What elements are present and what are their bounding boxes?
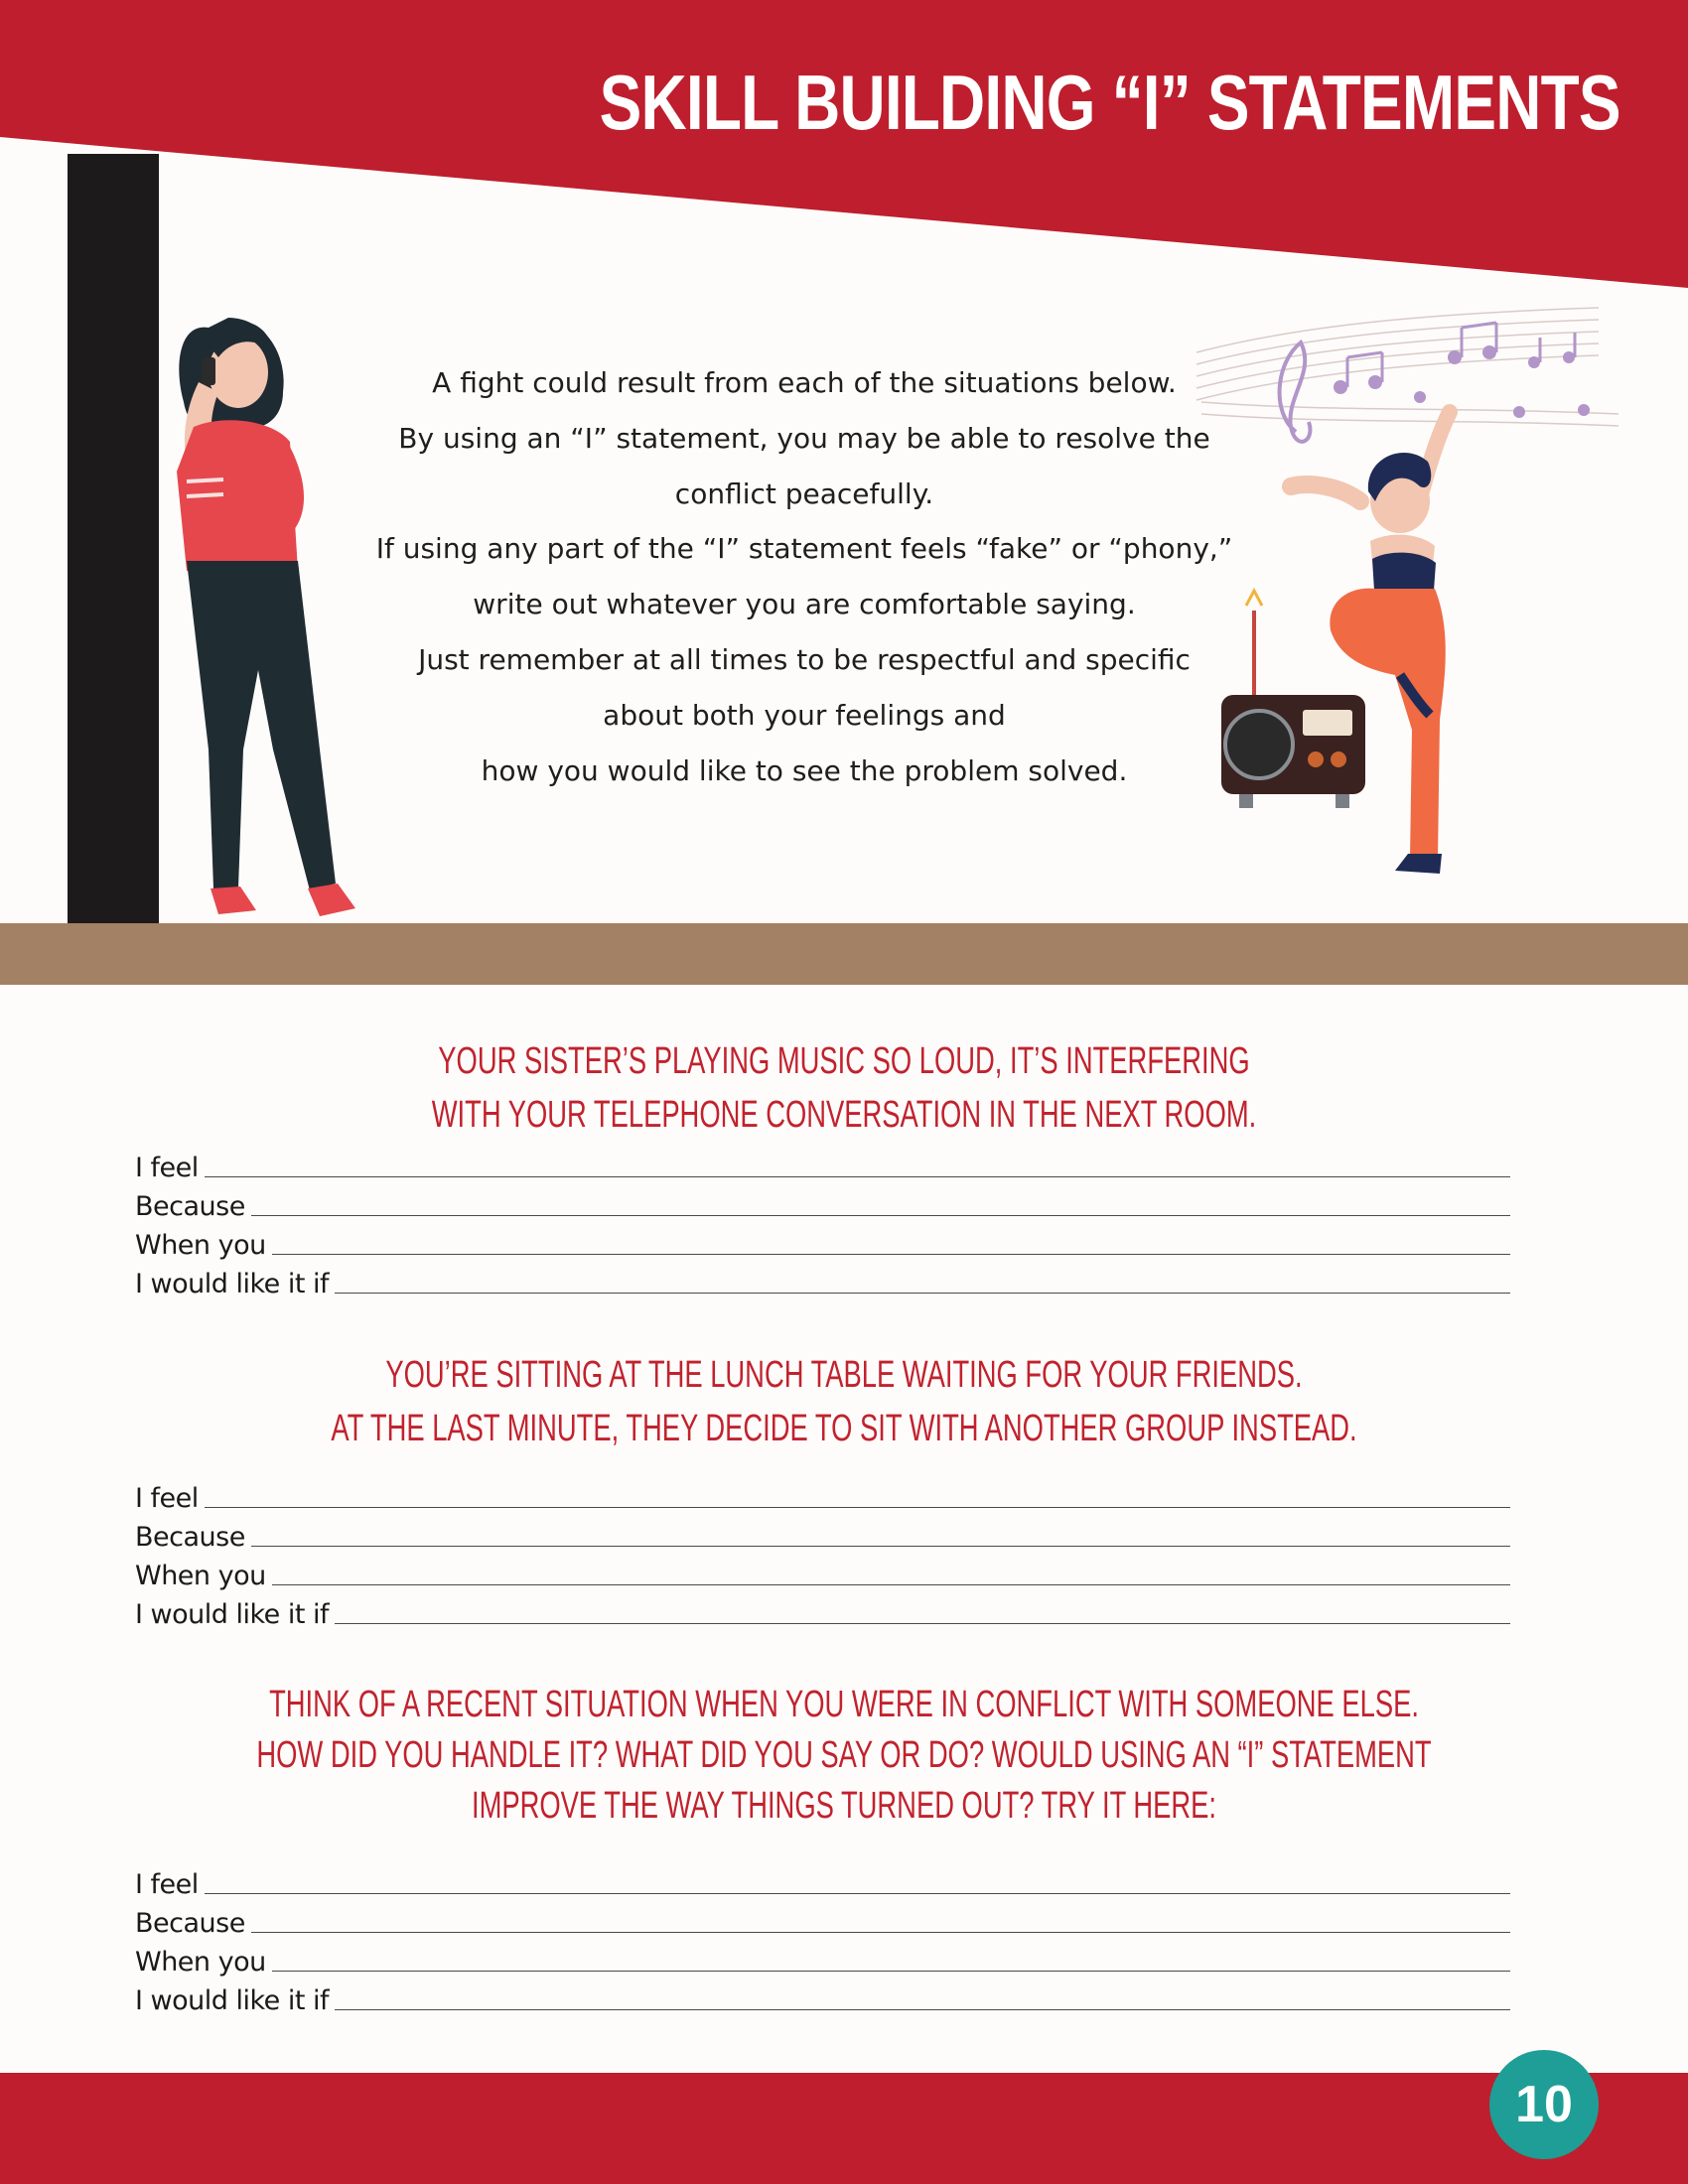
fill-row-because[interactable] [135, 1515, 1510, 1554]
prompt-line: WITH YOUR TELEPHONE CONVERSATION IN THE NEXT ROOM. [431, 1094, 1257, 1136]
field-label: I would like it if [135, 1985, 330, 2016]
scenario-3-prompt [0, 1680, 1688, 1832]
field-label: I would like it if [135, 1599, 330, 1630]
write-line[interactable] [251, 1931, 1510, 1933]
fill-row-when-you[interactable] [135, 1940, 1510, 1979]
intro-line: A fight could result from each of the situations below. [432, 366, 1177, 399]
write-line[interactable] [335, 2008, 1510, 2010]
write-line[interactable] [272, 1583, 1510, 1585]
prompt-line: YOUR SISTER’S PLAYING MUSIC SO LOUD, IT’S INTERFERING [438, 1040, 1250, 1082]
write-line[interactable] [335, 1622, 1510, 1624]
prompt-line: IMPROVE THE WAY THINGS TURNED OUT? TRY IT HERE: [471, 1785, 1217, 1827]
field-label: When you [135, 1561, 266, 1591]
write-line[interactable] [251, 1545, 1510, 1547]
field-label: I feel [135, 1153, 199, 1183]
field-label: Because [135, 1191, 245, 1222]
field-label: Because [135, 1908, 245, 1939]
page-title: SKILL BUILDING “I” STATEMENTS [599, 59, 1620, 146]
fill-row-i-feel[interactable] [135, 1146, 1510, 1184]
fill-row-i-would-like[interactable] [135, 1979, 1510, 2017]
write-line[interactable] [272, 1970, 1510, 1972]
write-line[interactable] [205, 1506, 1510, 1508]
fill-row-i-feel[interactable] [135, 1476, 1510, 1515]
field-label: When you [135, 1230, 266, 1261]
write-line[interactable] [272, 1253, 1510, 1255]
scenario-1-prompt [0, 1034, 1688, 1142]
floor-strip [0, 923, 1688, 985]
intro-line: By using an “I” statement, you may be able to resolve the [398, 421, 1210, 455]
fill-row-i-would-like[interactable] [135, 1592, 1510, 1631]
scenario-2-prompt [0, 1348, 1688, 1455]
prompt-line: YOU’RE SITTING AT THE LUNCH TABLE WAITING FOR YOUR FRIENDS. [385, 1354, 1303, 1396]
fill-row-when-you[interactable] [135, 1554, 1510, 1592]
scenario-3-fields [135, 1862, 1510, 2017]
field-label: I would like it if [135, 1269, 330, 1299]
page-number-badge: 10 [1489, 2050, 1599, 2159]
intro-line: about both your feelings and [603, 698, 1006, 732]
intro-line: Just remember at all times to be respectful and specific [418, 642, 1191, 676]
field-label: I feel [135, 1869, 199, 1900]
intro-line: If using any part of the “I” statement feels “fake” or “phony,” [375, 532, 1233, 566]
intro-line: conflict peacefully. [674, 477, 934, 510]
prompt-line: HOW DID YOU HANDLE IT? WHAT DID YOU SAY OR DO? WOULD USING AN “I” STATEMENT [256, 1734, 1432, 1776]
field-label: Because [135, 1522, 245, 1553]
write-line[interactable] [205, 1175, 1510, 1177]
intro-paragraph [328, 355, 1281, 798]
intro-line: write out whatever you are comfortable saying. [473, 588, 1136, 621]
prompt-line: AT THE LAST MINUTE, THEY DECIDE TO SIT WITH ANOTHER GROUP INSTEAD. [331, 1408, 1357, 1449]
intro-line: how you would like to see the problem solved. [481, 753, 1128, 787]
fill-row-because[interactable] [135, 1184, 1510, 1223]
footer-band [0, 2073, 1688, 2184]
fill-row-i-would-like[interactable] [135, 1262, 1510, 1300]
scenario-1-fields [135, 1146, 1510, 1300]
write-line[interactable] [335, 1292, 1510, 1294]
write-line[interactable] [251, 1214, 1510, 1216]
write-line[interactable] [205, 1892, 1510, 1894]
fill-row-because[interactable] [135, 1901, 1510, 1940]
field-label: I feel [135, 1483, 199, 1514]
scenario-2-fields [135, 1476, 1510, 1631]
field-label: When you [135, 1947, 266, 1978]
fill-row-when-you[interactable] [135, 1223, 1510, 1262]
prompt-line: THINK OF A RECENT SITUATION WHEN YOU WERE IN CONFLICT WITH SOMEONE ELSE. [269, 1684, 1419, 1725]
fill-row-i-feel[interactable] [135, 1862, 1510, 1901]
